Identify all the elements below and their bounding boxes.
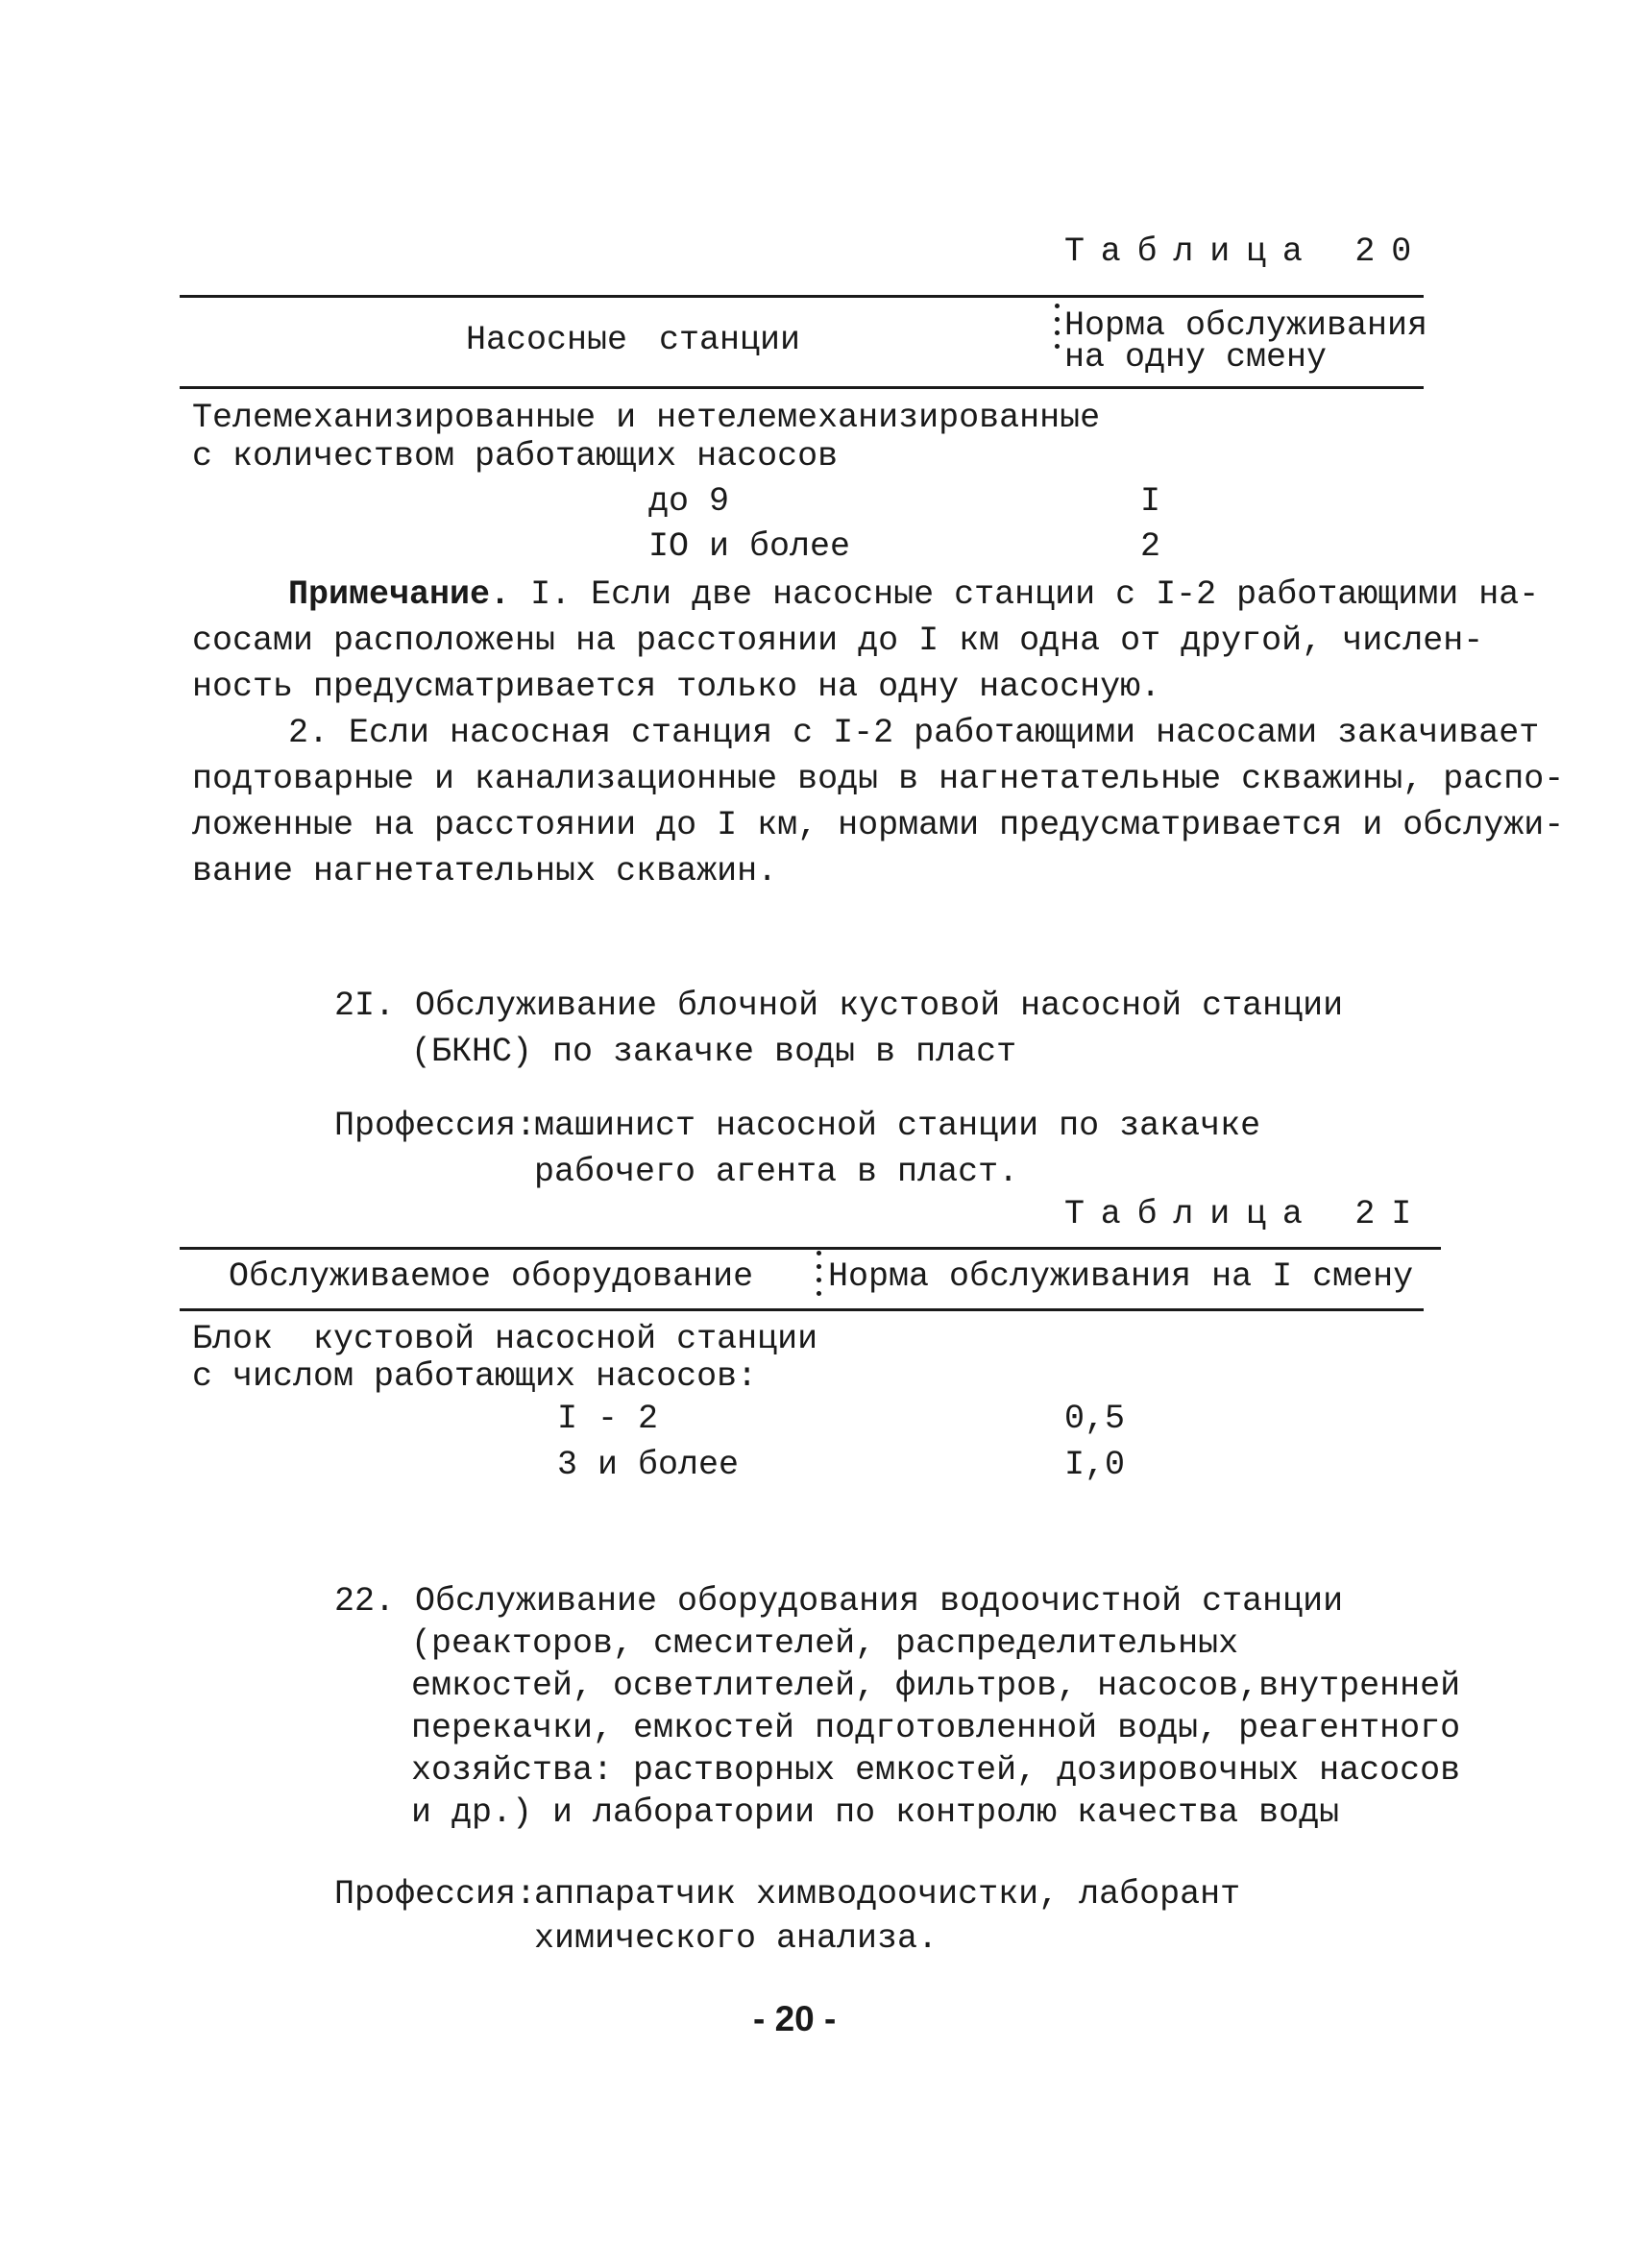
- page-number: - 20 -: [753, 1999, 837, 2038]
- table-20-header-separator: [1055, 304, 1060, 357]
- section-22-title-line3: емкостей, осветлителей, фильтров, насосов,внутренней: [411, 1667, 1461, 1705]
- note-2-line3: ложенные на расстоянии до I км, нормами предусматривается и обслужи-: [192, 806, 1565, 844]
- section-22-profession-line1: аппаратчик химводоочистки, лаборант: [534, 1875, 1241, 1914]
- section-21-title-line1: 2I. Обслуживание блочной кустовой насосной станции: [334, 987, 1344, 1025]
- table-20-row-1-value: I: [1140, 482, 1161, 521]
- note-1-line1: [288, 575, 1540, 614]
- note-2-line2: подтоварные и канализационные воды в нагнетательные скважины, распо-: [192, 760, 1565, 798]
- section-22-profession-line2: химического анализа.: [534, 1919, 939, 1958]
- table-20-row-2-label: IO и более: [648, 527, 851, 566]
- section-22-title-line6: и др.) и лаборатории по контролю качества воды: [411, 1793, 1340, 1832]
- table-21-header-rule: [180, 1308, 1424, 1311]
- table-21-caption: Таблица 2I: [1064, 1195, 1428, 1233]
- table-20-header-rule: [180, 386, 1424, 389]
- table-20-header-col1: Насосные станции: [466, 321, 801, 359]
- note-1-line2: сосами расположены на расстоянии до I км одна от другой, числен-: [192, 622, 1484, 660]
- section-21-profession-label: Профессия:: [334, 1107, 537, 1145]
- section-21-profession-line1: машинист насосной станции по закачке: [534, 1107, 1261, 1145]
- table-20-row-2-value: 2: [1140, 527, 1161, 566]
- table-20-caption: Таблица 20: [1064, 232, 1428, 271]
- section-21-profession-line2: рабочего агента в пласт.: [534, 1153, 1019, 1191]
- note-2-line1: 2. Если насосная станция с I-2 работающими насосами закачивает: [288, 714, 1540, 752]
- section-22-title-line1: 22. Обслуживание оборудования водоочистной станции: [334, 1582, 1344, 1621]
- section-22-title-line2: (реакторов, смесителей, распределительных: [411, 1624, 1239, 1663]
- table-21-row-2-value: I,0: [1064, 1446, 1126, 1484]
- note-2-line4: вание нагнетательных скважин.: [192, 852, 778, 890]
- table-20-top-rule: [180, 295, 1424, 298]
- table-21-row-title-line1: Блок кустовой насосной станции: [192, 1320, 818, 1358]
- section-22-profession-label: Профессия:: [334, 1875, 537, 1914]
- section-21-title-line2: (БКНС) по закачке воды в пласт: [411, 1033, 1017, 1071]
- table-21-row-1-value: 0,5: [1064, 1400, 1126, 1438]
- table-21-header-col1: Обслуживаемое оборудование: [229, 1257, 754, 1296]
- note-label: Примечание.: [288, 575, 511, 614]
- table-21-top-rule: [180, 1247, 1441, 1250]
- note-1-line3: ность предусматривается только на одну насосную.: [192, 668, 1161, 706]
- table-20-header-col2-line2: на одну смену: [1064, 338, 1328, 377]
- table-21-row-title-line2: с числом работающих насосов:: [192, 1357, 758, 1396]
- note-1-text: I. Если две насосные станции с I-2 работающими на-: [530, 575, 1540, 614]
- table-20-header-col2-line1: Норма обслуживания: [1064, 306, 1428, 345]
- table-21-header-col2: Норма обслуживания на I смену: [828, 1257, 1414, 1296]
- table-21-row-2-label: 3 и более: [557, 1446, 740, 1484]
- section-22-title-line4: перекачки, емкостей подготовленной воды, реагентного: [411, 1709, 1461, 1747]
- table-20-row-title-line1: Телемеханизированные и нетелемеханизированные: [192, 399, 1101, 437]
- table-20-row-1-label: до 9: [648, 482, 730, 521]
- section-22-title-line5: хозяйства: растворных емкостей, дозировочных насосов: [411, 1751, 1461, 1790]
- table-20-row-title-line2: с количеством работающих насосов: [192, 437, 839, 476]
- table-21-row-1-label: I - 2: [557, 1400, 659, 1438]
- table-21-header-separator: [817, 1251, 821, 1305]
